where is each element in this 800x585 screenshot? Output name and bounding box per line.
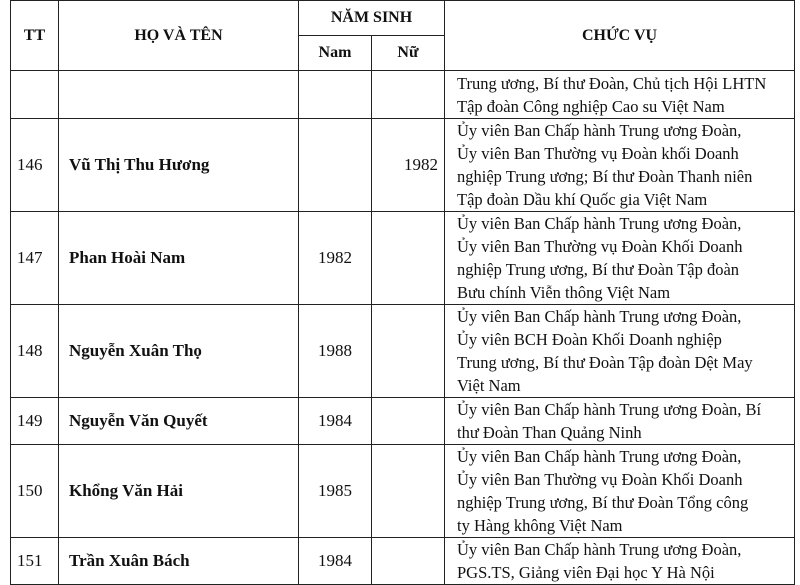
birth-year-male	[299, 119, 372, 212]
position-line: Ủy viên Ban Chấp hành Trung ương Đoàn, Bí	[457, 400, 762, 419]
table-row	[11, 71, 795, 119]
birth-year-male: 1982	[299, 212, 372, 305]
position-line: Ủy viên Ban Chấp hành Trung ương Đoàn,	[457, 540, 742, 559]
position-cell	[445, 119, 795, 212]
header-birth-year: NĂM SINH	[299, 1, 445, 36]
birth-year-male: 1984	[299, 398, 372, 445]
birth-year-male	[299, 71, 372, 119]
member-name: Nguyễn Văn Quyết	[59, 398, 299, 445]
birth-year-male: 1985	[299, 445, 372, 538]
position-line: Ủy viên Ban Thường vụ Đoàn Khối Doanh	[457, 470, 743, 489]
row-number	[11, 71, 59, 119]
birth-year-female	[372, 71, 445, 119]
position-line: nghiệp Trung ương, Bí thư Đoàn Tập đoàn	[457, 260, 740, 279]
row-number: 148	[11, 305, 59, 398]
member-name: Nguyễn Xuân Thọ	[59, 305, 299, 398]
position-line: thư Đoàn Than Quảng Ninh	[457, 423, 642, 442]
header-male: Nam	[299, 36, 372, 71]
birth-year-female	[372, 305, 445, 398]
member-name: Trần Xuân Bách	[59, 538, 299, 585]
position-line: Ủy viên Ban Chấp hành Trung ương Đoàn,	[457, 307, 742, 326]
position-line: Bưu chính Viễn thông Việt Nam	[457, 283, 671, 302]
birth-year-female: 1982	[372, 119, 445, 212]
birth-year-male: 1984	[299, 538, 372, 585]
position-line: nghiệp Trung ương, Bí thư Đoàn Tổng công	[457, 493, 749, 512]
position-line: Ủy viên Ban Chấp hành Trung ương Đoàn,	[457, 121, 742, 140]
position-line: Ủy viên Ban Chấp hành Trung ương Đoàn,	[457, 214, 742, 233]
header-position: CHỨC VỤ	[445, 1, 795, 71]
position-cell	[445, 71, 795, 119]
member-name	[59, 71, 299, 119]
table-row	[11, 538, 795, 585]
row-number: 149	[11, 398, 59, 445]
row-number: 150	[11, 445, 59, 538]
position-line: Trung ương, Bí thư Đoàn, Chủ tịch Hội LHTN	[457, 73, 767, 93]
row-number: 147	[11, 212, 59, 305]
position-line: Tập đoàn Công nghiệp Cao su Việt Nam	[457, 96, 725, 116]
birth-year-female	[372, 538, 445, 585]
position-cell	[445, 305, 795, 398]
table-row	[11, 445, 795, 538]
position-line: Ủy viên Ban Chấp hành Trung ương Đoàn,	[457, 447, 742, 466]
member-name: Phan Hoài Nam	[59, 212, 299, 305]
position-cell	[445, 212, 795, 305]
table-row	[11, 212, 795, 305]
position-cell	[445, 538, 795, 585]
position-line: Ủy viên BCH Đoàn Khối Doanh nghiệp	[457, 330, 722, 349]
position-line: Việt Nam	[457, 376, 521, 395]
table-row	[11, 398, 795, 445]
position-line: PGS.TS, Giảng viên Đại học Y Hà Nội	[457, 563, 715, 582]
table-body	[11, 71, 795, 585]
birth-year-male: 1988	[299, 305, 372, 398]
position-cell	[445, 445, 795, 538]
header-female: Nữ	[372, 36, 445, 71]
position-line: nghiệp Trung ương; Bí thư Đoàn Thanh niên	[457, 167, 753, 186]
position-cell	[445, 398, 795, 445]
member-table	[10, 0, 795, 585]
table-row	[11, 119, 795, 212]
birth-year-female	[372, 445, 445, 538]
position-line: Tập đoàn Dầu khí Quốc gia Việt Nam	[457, 190, 708, 209]
row-number: 146	[11, 119, 59, 212]
row-number: 151	[11, 538, 59, 585]
header-tt: TT	[11, 1, 59, 71]
table-row	[11, 305, 795, 398]
position-line: ty Hàng không Việt Nam	[457, 516, 623, 535]
birth-year-female	[372, 398, 445, 445]
header-name: HỌ VÀ TÊN	[59, 1, 299, 71]
position-line: Ủy viên Ban Thường vụ Đoàn Khối Doanh	[457, 237, 743, 256]
birth-year-female	[372, 212, 445, 305]
position-line: Ủy viên Ban Thường vụ Đoàn khối Doanh	[457, 144, 739, 163]
member-name: Khổng Văn Hải	[59, 445, 299, 538]
member-name: Vũ Thị Thu Hương	[59, 119, 299, 212]
position-line: Trung ương, Bí thư Đoàn Tập đoàn Dệt May	[457, 353, 753, 372]
